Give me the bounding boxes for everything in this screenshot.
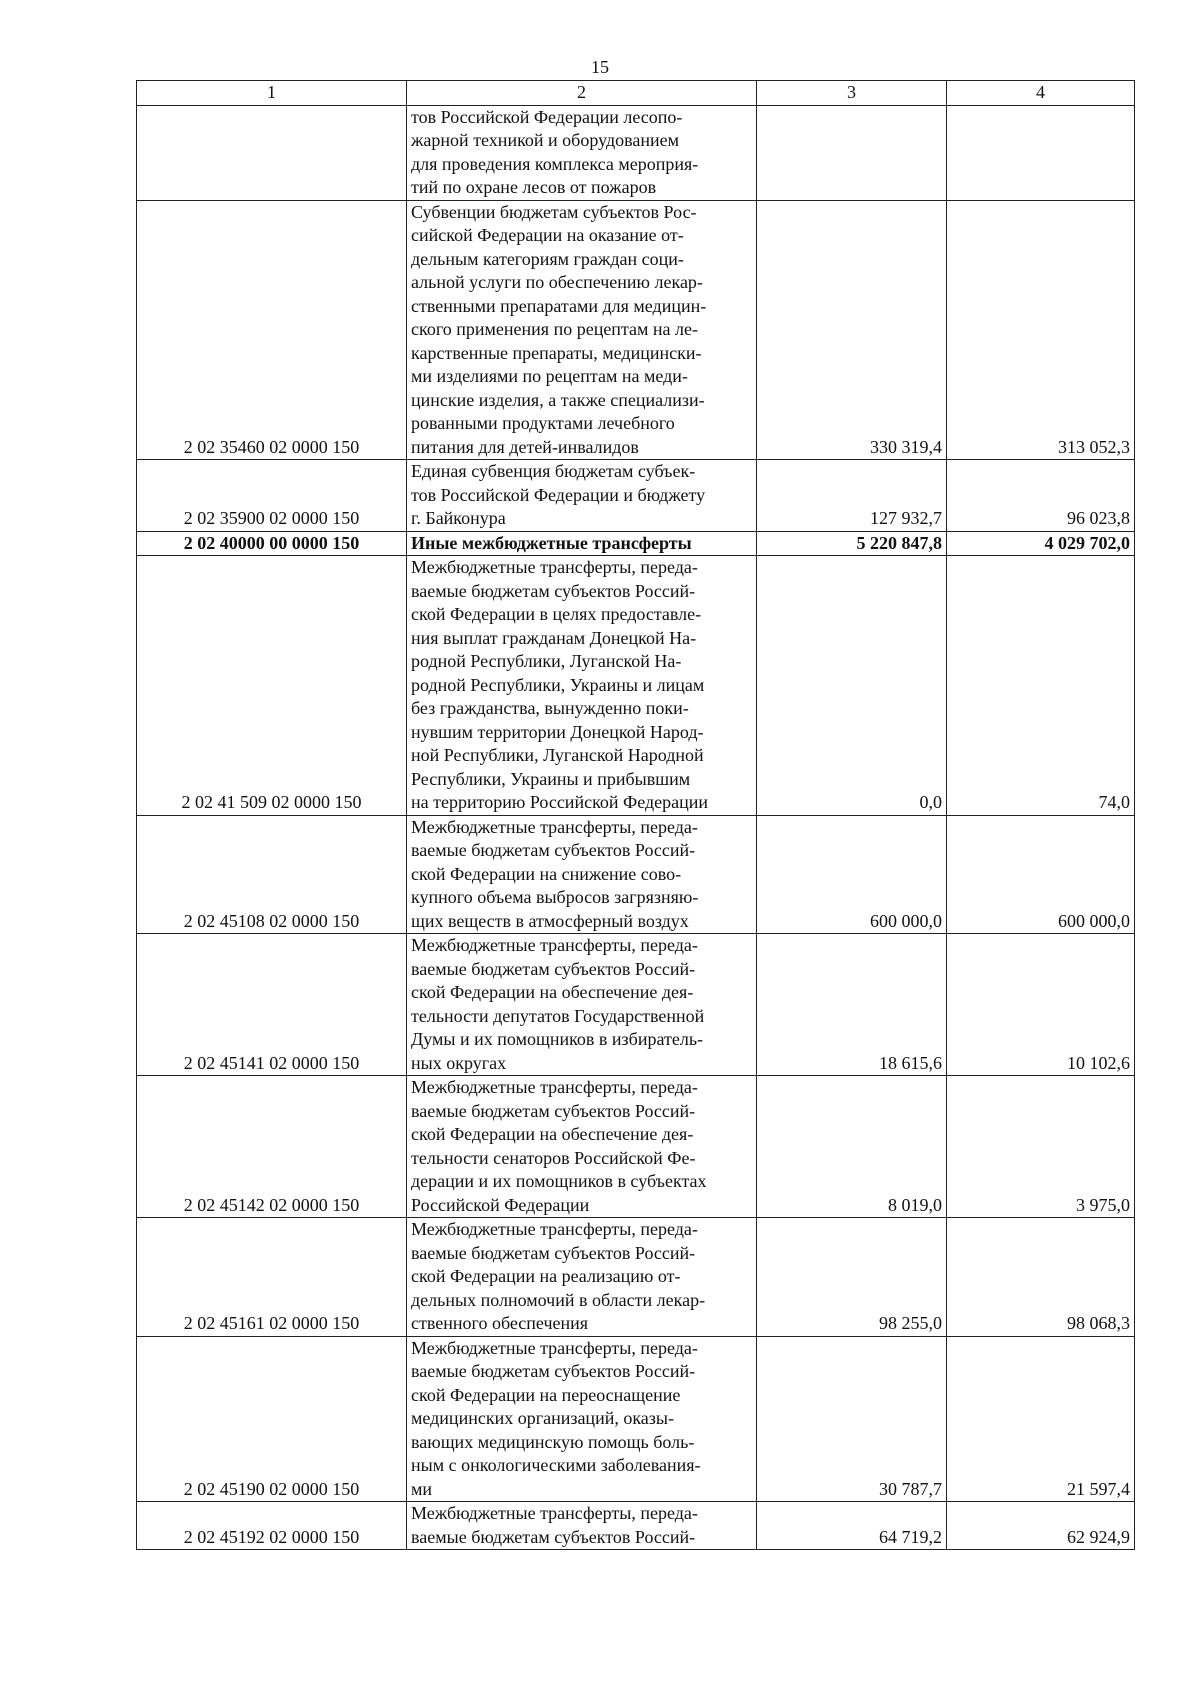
amount-col4-cell: 62 924,9 bbox=[947, 1502, 1135, 1550]
description-cell: Межбюджетные трансферты, переда- ваемые бюджетам субъектов Россий- ской Федерации на обеспечение дея- тельности депутатов Государственной Думы и их помощников в избиратель- ных округах bbox=[407, 934, 757, 1076]
budget-code-cell: 2 02 41 509 02 0000 150 bbox=[137, 556, 407, 816]
column-number: 4 bbox=[947, 81, 1135, 106]
budget-code-cell: 2 02 45192 02 0000 150 bbox=[137, 1502, 407, 1550]
budget-code-cell: 2 02 35900 02 0000 150 bbox=[137, 460, 407, 532]
table-row bbox=[137, 200, 1135, 460]
column-number-row bbox=[137, 81, 1135, 106]
amount-col4-cell: 313 052,3 bbox=[947, 200, 1135, 460]
amount-col4-cell: 96 023,8 bbox=[947, 460, 1135, 532]
amount-col3-cell: 330 319,4 bbox=[757, 200, 947, 460]
description-cell: Межбюджетные трансферты, переда- ваемые бюджетам субъектов Россий- ской Федерации на переоснащение медицинских организаций, оказы- вающих медицинскую помощь боль- ным с онкологическими заболевания- ми bbox=[407, 1336, 757, 1502]
amount-col3-cell: 0,0 bbox=[757, 556, 947, 816]
description-cell: Иные межбюджетные трансферты bbox=[407, 531, 757, 556]
amount-col3-cell: 98 255,0 bbox=[757, 1218, 947, 1337]
budget-table bbox=[136, 80, 1135, 1550]
description-cell: Межбюджетные трансферты, переда- ваемые бюджетам субъектов Россий- ской Федерации на снижение сово- купного объема выбросов загрязняю- щих веществ в атмосферный воздух bbox=[407, 815, 757, 934]
budget-code-cell: 2 02 45161 02 0000 150 bbox=[137, 1218, 407, 1337]
table-row bbox=[137, 556, 1135, 816]
amount-col3-cell: 5 220 847,8 bbox=[757, 531, 947, 556]
amount-col4-cell: 600 000,0 bbox=[947, 815, 1135, 934]
budget-code-cell bbox=[137, 105, 407, 200]
column-number: 2 bbox=[407, 81, 757, 106]
description-cell: Межбюджетные трансферты, переда- ваемые бюджетам субъектов Россий- ской Федерации в целях предоставле- ния выплат гражданам Донецкой На- родной Республики, Луганской На- родной Республики, Украины и лицам без гражданства, вынужденно поки- нувшим территории Донецкой Народ- ной Республики, Луганской Народной Республики, Украины и прибывшим на территорию Российской Федерации bbox=[407, 556, 757, 816]
table-row bbox=[137, 1218, 1135, 1337]
amount-col4-cell bbox=[947, 105, 1135, 200]
amount-col4-cell: 74,0 bbox=[947, 556, 1135, 816]
table-row bbox=[137, 1076, 1135, 1218]
budget-code-cell: 2 02 45141 02 0000 150 bbox=[137, 934, 407, 1076]
page-number: 15 bbox=[591, 57, 609, 77]
budget-code-cell: 2 02 35460 02 0000 150 bbox=[137, 200, 407, 460]
budget-code-cell: 2 02 40000 00 0000 150 bbox=[137, 531, 407, 556]
table-row bbox=[137, 934, 1135, 1076]
amount-col3-cell: 18 615,6 bbox=[757, 934, 947, 1076]
table-row bbox=[137, 1336, 1135, 1502]
description-cell: Межбюджетные трансферты, переда- ваемые бюджетам субъектов Россий- bbox=[407, 1502, 757, 1550]
amount-col4-cell: 21 597,4 bbox=[947, 1336, 1135, 1502]
table-row bbox=[137, 531, 1135, 556]
column-number: 3 bbox=[757, 81, 947, 106]
table-row bbox=[137, 105, 1135, 200]
amount-col3-cell: 8 019,0 bbox=[757, 1076, 947, 1218]
description-cell: Межбюджетные трансферты, переда- ваемые бюджетам субъектов Россий- ской Федерации на реализацию от- дельных полномочий в области лекар- ственного обеспечения bbox=[407, 1218, 757, 1337]
amount-col3-cell: 600 000,0 bbox=[757, 815, 947, 934]
budget-code-cell: 2 02 45142 02 0000 150 bbox=[137, 1076, 407, 1218]
amount-col3-cell: 127 932,7 bbox=[757, 460, 947, 532]
table-row bbox=[137, 815, 1135, 934]
amount-col3-cell bbox=[757, 105, 947, 200]
amount-col3-cell: 30 787,7 bbox=[757, 1336, 947, 1502]
amount-col3-cell: 64 719,2 bbox=[757, 1502, 947, 1550]
description-cell: тов Российской Федерации лесопо- жарной техникой и оборудованием для проведения комплекса мероприя- тий по охране лесов от пожаров bbox=[407, 105, 757, 200]
description-cell: Единая субвенция бюджетам субъек- тов Российской Федерации и бюджету г. Байконура bbox=[407, 460, 757, 532]
amount-col4-cell: 98 068,3 bbox=[947, 1218, 1135, 1337]
description-cell: Субвенции бюджетам субъектов Рос- сийской Федерации на оказание от- дельным категориям граждан соци- альной услуги по обеспечению лекар- ственными препаратами для медицин- ского применения по рецептам на ле- карственные препараты, медицински- ми изделиями по рецептам на меди- цинские изделия, а также специализи- рованными продуктами лечебного питания для детей-инвалидов bbox=[407, 200, 757, 460]
table-row bbox=[137, 1502, 1135, 1550]
amount-col4-cell: 4 029 702,0 bbox=[947, 531, 1135, 556]
column-number: 1 bbox=[137, 81, 407, 106]
budget-code-cell: 2 02 45190 02 0000 150 bbox=[137, 1336, 407, 1502]
description-cell: Межбюджетные трансферты, переда- ваемые бюджетам субъектов Россий- ской Федерации на обеспечение дея- тельности сенаторов Российской Фе- дерации и их помощников в субъектах Российской Федерации bbox=[407, 1076, 757, 1218]
budget-code-cell: 2 02 45108 02 0000 150 bbox=[137, 815, 407, 934]
amount-col4-cell: 10 102,6 bbox=[947, 934, 1135, 1076]
table-row bbox=[137, 460, 1135, 532]
amount-col4-cell: 3 975,0 bbox=[947, 1076, 1135, 1218]
